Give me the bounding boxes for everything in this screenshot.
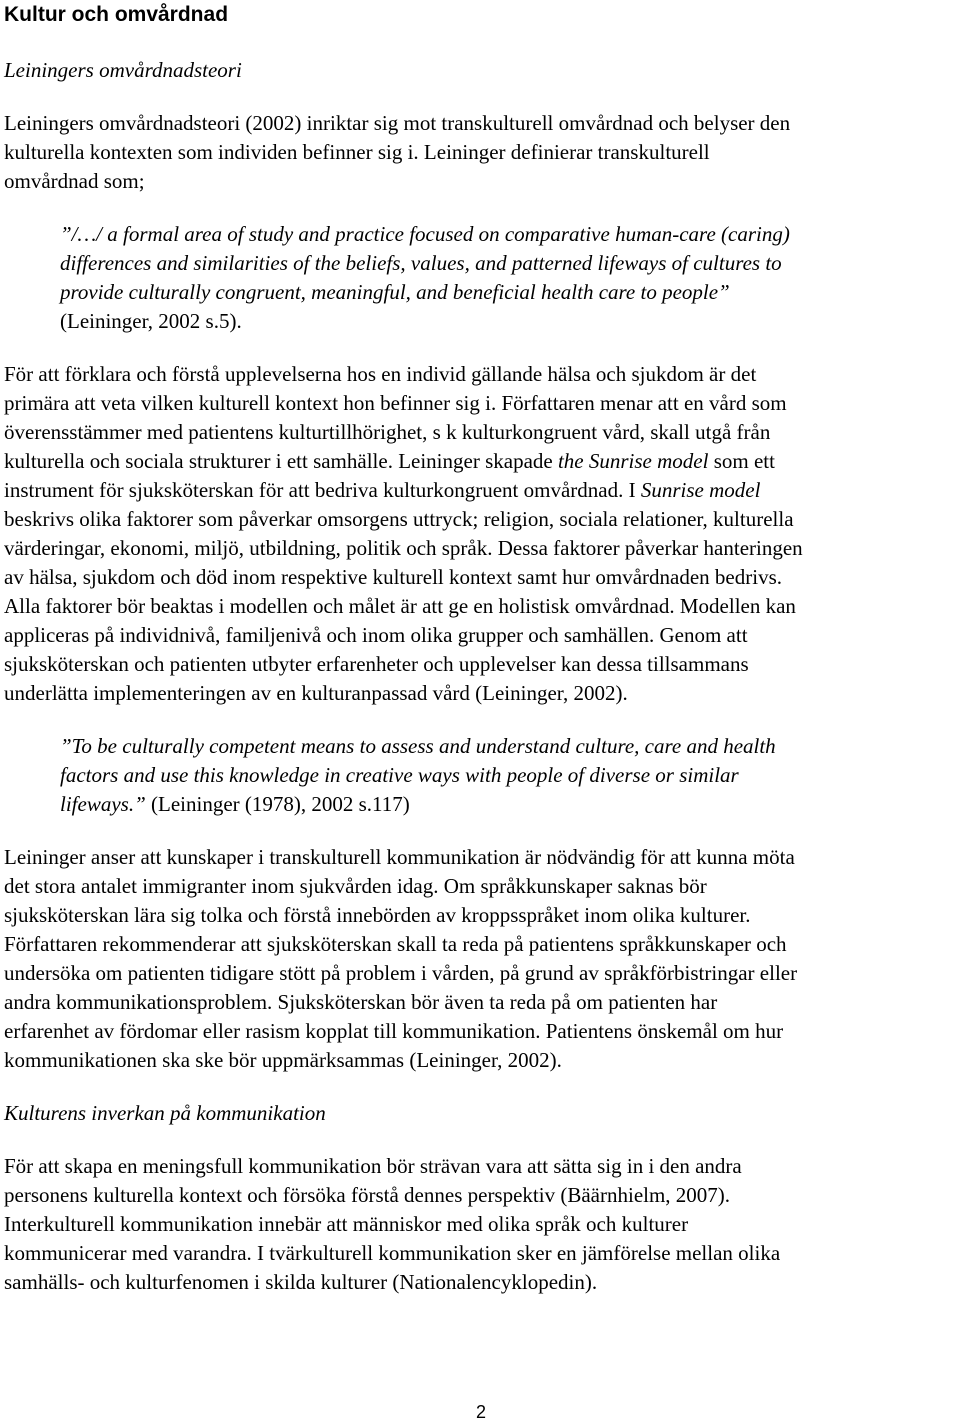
block-quote-line: ”/…/ a formal area of study and practice focused on comparative human-care (caring) xyxy=(60,222,790,246)
block-quote-line xyxy=(60,792,410,816)
paragraph-line: sjuksköterskan och patienten utbyter erfarenheter och upplevelser kan dessa tillsammans xyxy=(4,652,749,676)
paragraph-line: erfarenhet av fördomar eller rasism kopplat till kommunikation. Patientens önskemål om hur xyxy=(4,1019,784,1043)
paragraph-line: kommunicerar med varandra. I tvärkulturell kommunikation sker en jämförelse mellan olika xyxy=(4,1241,781,1265)
paragraph-line xyxy=(4,478,760,502)
block-quote-line: factors and use this knowledge in creative ways with people of diverse or similar xyxy=(60,763,739,787)
sunrise-model-term: Sunrise model xyxy=(640,478,761,502)
paragraph-line: primära att veta vilken kulturell kontext hon befinner sig i. Författaren menar att en vård som xyxy=(4,391,787,415)
paragraph-line: Alla faktorer bör beaktas i modellen och målet är att ge en holistisk omvårdnad. Modellen kan xyxy=(4,594,796,618)
section-heading-leininger: Leiningers omvårdnadsteori xyxy=(4,58,242,82)
paragraph-line: omvårdnad som; xyxy=(4,169,145,193)
paragraph-line: undersöka om patienten tidigare stött på problem i vården, på grund av språkförbistringar eller xyxy=(4,961,798,985)
paragraph-line: appliceras på individnivå, familjenivå och inom olika grupper och samhällen. Genom att xyxy=(4,623,748,647)
text-run: kulturella och sociala strukturer i ett samhälle. Leininger skapade xyxy=(4,449,558,473)
paragraph-line: Interkulturell kommunikation innebär att människor med olika språk och kulturer xyxy=(4,1212,689,1236)
page-title: Kultur och omvårdnad xyxy=(4,3,229,26)
block-quote-line: differences and similarities of the beliefs, values, and patterned lifeways of cultures to xyxy=(60,251,782,275)
paragraph-line: Författaren rekommenderar att sjuksköterskan skall ta reda på patientens språkkunskaper och xyxy=(4,932,787,956)
paragraph-line: det stora antalet immigranter inom sjukvården idag. Om språkkunskaper saknas bör xyxy=(4,874,707,898)
text-run: lifeways.” xyxy=(60,792,146,816)
paragraph-line: Leiningers omvårdnadsteori (2002) inriktar sig mot transkulturell omvårdnad och belyser den xyxy=(4,111,791,135)
paragraph-line: kulturella kontexten som individen befinner sig i. Leininger definierar transkulturell xyxy=(4,140,710,164)
block-quote-line: provide culturally congruent, meaningful, and beneficial health care to people” xyxy=(60,280,730,304)
quote-citation: (Leininger (1978), 2002 s.117) xyxy=(145,792,410,816)
paragraph-line: personens kulturella kontext och försöka förstå dennes perspektiv (Bäärnhielm, 2007). xyxy=(4,1183,731,1207)
paragraph-line: Leininger anser att kunskaper i transkulturell kommunikation är nödvändig för att kunna möta xyxy=(4,845,795,869)
paragraph-line: kommunikationen ska ske bör uppmärksammas (Leininger, 2002). xyxy=(4,1048,562,1072)
paragraph-line: För att skapa en meningsfull kommunikation bör strävan vara att sätta sig in i den andra xyxy=(4,1154,742,1178)
paragraph-line: överensstämmer med patientens kulturtillhörighet, s k kulturkongruent vård, skall utgå från xyxy=(4,420,771,444)
section-heading-communication: Kulturens inverkan på kommunikation xyxy=(4,1101,326,1125)
paragraph-line: andra kommunikationsproblem. Sjuksköterskan bör även ta reda på om patienten har xyxy=(4,990,718,1014)
paragraph-line: värderingar, ekonomi, miljö, utbildning, politik och språk. Dessa faktorer påverkar hanteringen xyxy=(4,536,803,560)
block-quote-line: ”To be culturally competent means to assess and understand culture, care and health xyxy=(60,734,776,758)
paragraph-line: samhälls- och kulturfenomen i skilda kulturer (Nationalencyklopedin). xyxy=(4,1270,598,1294)
paragraph-line: underlätta implementeringen av en kulturanpassad vård (Leininger, 2002). xyxy=(4,681,628,705)
page-number: 2 xyxy=(476,1402,487,1422)
quote-citation: (Leininger, 2002 s.5). xyxy=(60,309,242,333)
sunrise-model-term: the Sunrise model xyxy=(557,449,709,473)
paragraph-line xyxy=(4,449,775,473)
paragraph-line: sjuksköterskan lära sig tolka och förstå innebörden av kroppsspråket inom olika kulturer. xyxy=(4,903,751,927)
text-run: instrument för sjuksköterskan för att bedriva kulturkongruent omvårdnad. I xyxy=(4,478,641,502)
paragraph-line: beskrivs olika faktorer som påverkar omsorgens uttryck; religion, sociala relationer, kulturella xyxy=(4,507,794,531)
paragraph-line: av hälsa, sjukdom och död inom respektive kulturell kontext samt hur omvårdnaden bedrivs. xyxy=(4,565,783,589)
text-run: som ett xyxy=(708,449,775,473)
paragraph-line: För att förklara och förstå upplevelserna hos en individ gällande hälsa och sjukdom är det xyxy=(4,362,757,386)
